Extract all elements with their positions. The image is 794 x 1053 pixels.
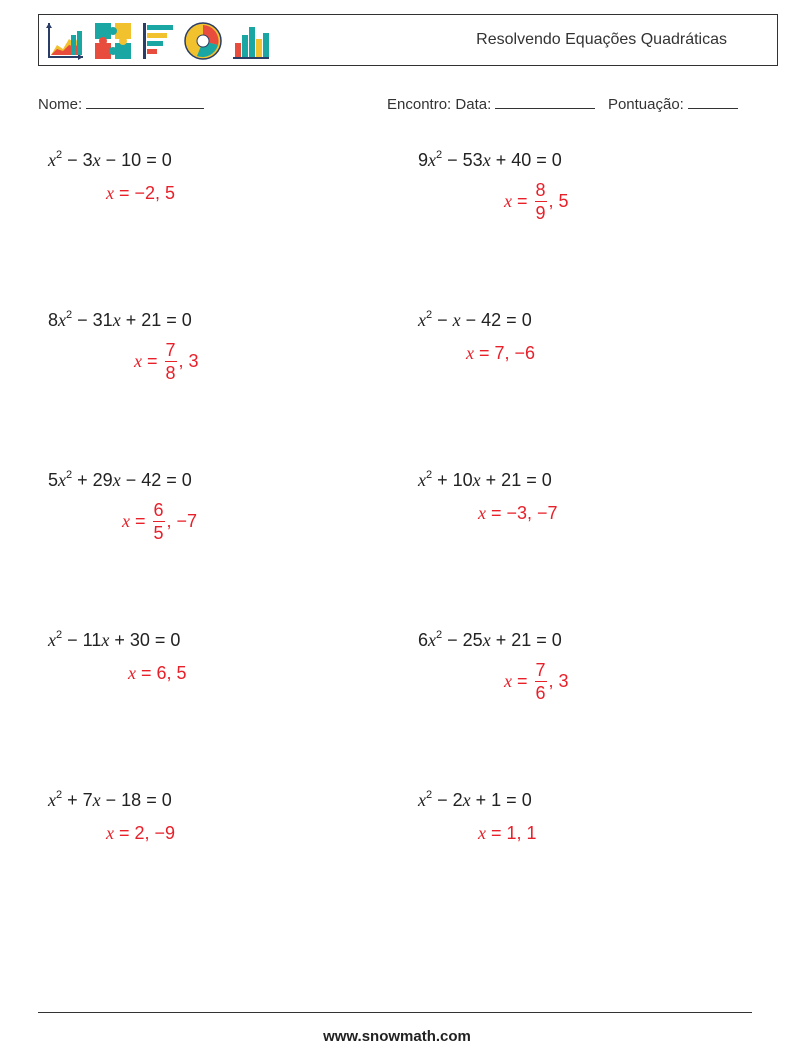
pie-chart-icon [183, 21, 223, 61]
answer-6: x = −3, −7 [478, 502, 558, 523]
footer-divider [38, 1012, 752, 1013]
worksheet-title: Resolvendo Equações Quadráticas [476, 31, 727, 48]
name-blank[interactable] [86, 94, 204, 109]
equation-6: $x^2 + 10x + 21 = 0$ [418, 469, 552, 490]
equation-10: $x^2 - 2x + 1 = 0$ [418, 789, 532, 810]
answer-10: x = 1, 1 [478, 822, 537, 843]
score-label: Pontuação: [607, 96, 684, 113]
line-chart-icon [45, 21, 85, 61]
answer-8: x = $\frac{7}{6}$ , 3 [504, 659, 569, 703]
worksheet-header [38, 14, 778, 66]
name-field [38, 94, 204, 113]
answer-4: x = 7, −6 [466, 342, 536, 363]
equation-4: $x^2 - x - 42 = 0$ [418, 309, 532, 330]
answer-5: x = $\frac{6}{5}$ , −7 [122, 499, 198, 543]
answer-7: x = 6, 5 [128, 662, 187, 683]
bar-list-icon [141, 21, 175, 61]
column-chart-icon [231, 21, 271, 61]
logo-strip [45, 21, 271, 61]
answer-3: x = $\frac{7}{8}$ , 3 [134, 339, 199, 383]
puzzle-icon [93, 21, 133, 61]
equation-7: $x^2 - 11x + 30 = 0$ [48, 629, 181, 650]
equation-9: $x^2 + 7x - 18 = 0$ [48, 789, 172, 810]
session-label: Encontro: [387, 96, 452, 113]
equation-8: $6x^2 - 25x + 21 = 0$ [418, 629, 562, 650]
name-label: Nome: [38, 96, 83, 113]
equation-1: $x^2 - 3x - 10 = 0$ [48, 149, 172, 170]
score-blank[interactable] [688, 94, 738, 109]
answer-9: x = 2, −9 [106, 822, 176, 843]
equation-3: $8x^2 - 31x + 21 = 0$ [48, 309, 192, 330]
equation-5: $5x^2 + 29x - 42 = 0$ [48, 469, 192, 490]
answer-2: x = $\frac{8}{9}$ , 5 [504, 179, 569, 223]
answer-1: x = −2, 5 [106, 182, 176, 203]
equation-2: $9x^2 - 53x + 40 = 0$ [418, 149, 562, 170]
date-label: Data: [455, 96, 492, 113]
session-field [387, 94, 738, 113]
date-blank[interactable] [495, 94, 595, 109]
footer-url[interactable]: www.snowmath.com [323, 1028, 471, 1045]
